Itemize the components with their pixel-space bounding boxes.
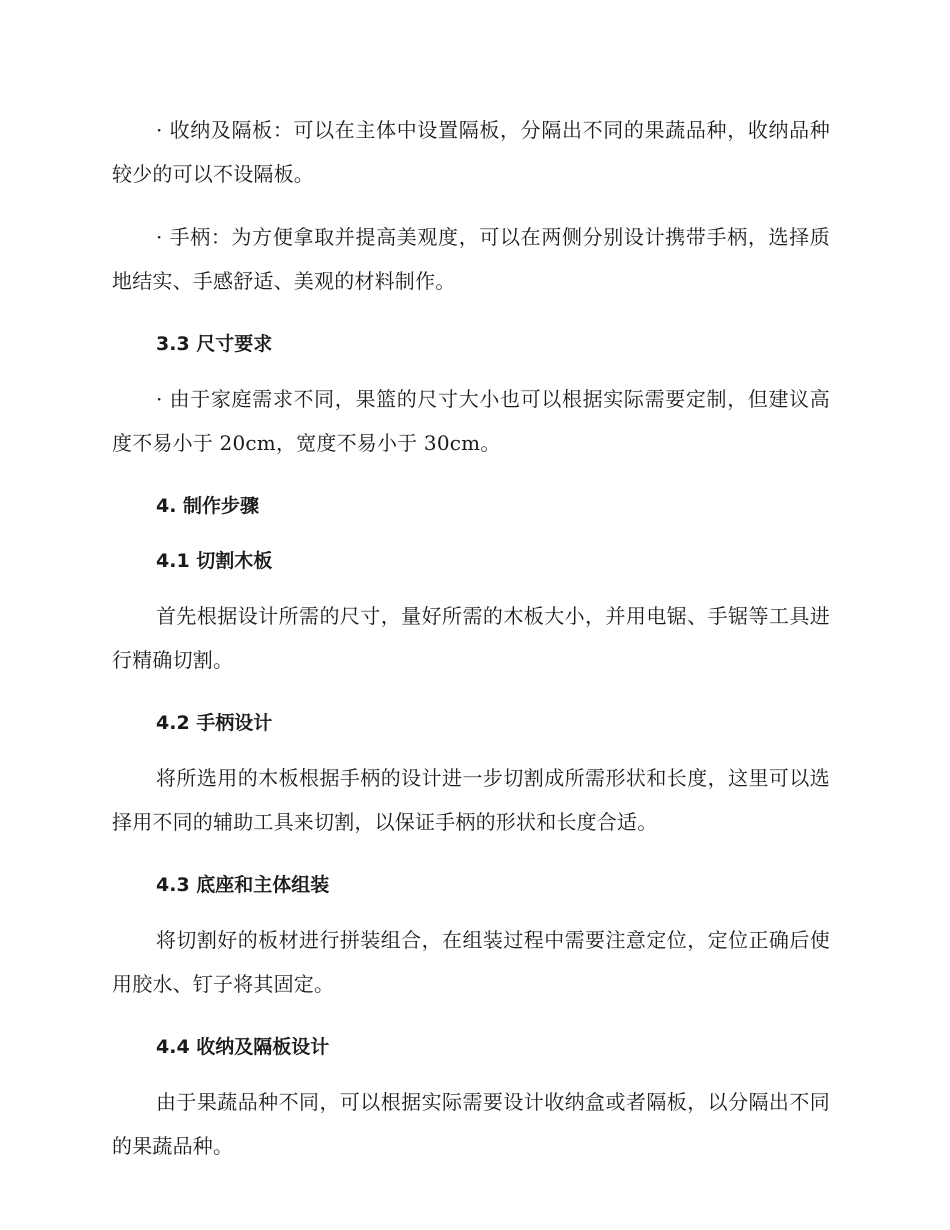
para-storage-design: 由于果蔬品种不同，可以根据实际需要设计收纳盒或者隔板，以分隔出不同的果蔬品种。 (112, 1090, 830, 1158)
heading-4-1: 4.1 切割木板 (156, 550, 273, 572)
para-assembly: 将切割好的板材进行拼装组合，在组装过程中需要注意定位，定位正确后使用胶水、钉子将其固定。 (112, 928, 830, 996)
heading-4-2: 4.2 手柄设计 (156, 712, 273, 734)
para-handle: · 手柄：为方便拿取并提高美观度，可以在两侧分别设计携带手柄，选择质地结实、手感舒适、美观的材料制作。 (112, 225, 830, 293)
heading-4-3: 4.3 底座和主体组装 (156, 874, 330, 896)
para-storage-divider: · 收纳及隔板：可以在主体中设置隔板，分隔出不同的果蔬品种，收纳品种较少的可以不设隔板。 (112, 118, 830, 186)
document-page (112, 108, 830, 1187)
para-size-requirement: · 由于家庭需求不同，果篮的尺寸大小也可以根据实际需要定制，但建议高度不易小于 20cm，宽度不易小于 30cm。 (112, 387, 830, 455)
heading-4: 4. 制作步骤 (156, 495, 260, 517)
heading-3-3: 3.3 尺寸要求 (156, 333, 273, 355)
para-handle-design: 将所选用的木板根据手柄的设计进一步切割成所需形状和长度，这里可以选择用不同的辅助工具来切割，以保证手柄的形状和长度合适。 (112, 766, 830, 834)
heading-4-4: 4.4 收纳及隔板设计 (156, 1036, 330, 1058)
para-cutting-board: 首先根据设计所需的尺寸，量好所需的木板大小，并用电锯、手锯等工具进行精确切割。 (112, 604, 830, 672)
